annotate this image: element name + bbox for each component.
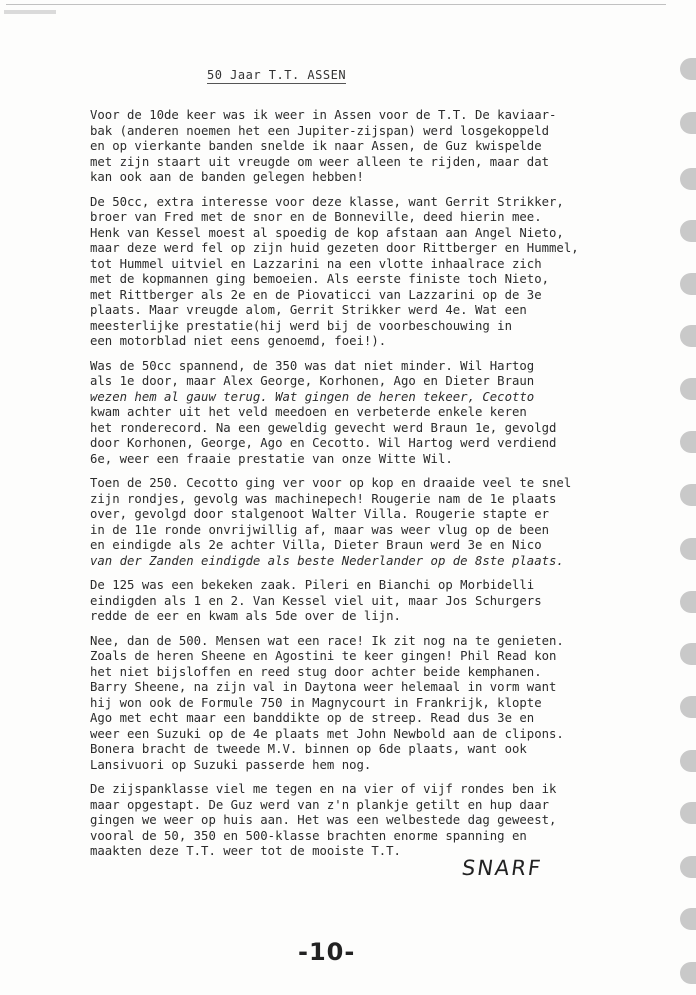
text-line: met de kopmannen ging bemoeien. Als eerste finiste toch Nieto, (90, 272, 550, 286)
paragraph (90, 195, 665, 350)
text-line: Lansivuori op Suzuki passerde hem nog. (90, 757, 372, 772)
text-line: De 125 was een bekeken zaak. Pileri en Bianchi op Morbidelli (90, 578, 535, 592)
text-line: 6e, weer een fraaie prestatie van onze Witte Wil. (90, 451, 453, 466)
text-line: het ronderecord. Na een geweldig gevecht werd Braun 1e, gevolgd (90, 420, 557, 435)
binder-hole (680, 325, 696, 347)
text-line: in de 11e ronde onvrijwillig af, maar was weer vlug op de been (90, 522, 550, 537)
text-line: Ago met echt maar een banddikte op de streep. Read dus 3e en (90, 711, 535, 725)
text-line: Nee, dan de 500. Mensen wat een race! Ik zit nog na te genieten. (90, 633, 564, 648)
paragraph (90, 634, 665, 774)
binder-hole (680, 802, 696, 824)
text-line: maakten deze T.T. weer tot de mooiste T.T. (90, 844, 401, 858)
text-line: De zijspanklasse viel me tegen en na vier of vijf rondes ben ik (90, 782, 557, 796)
binder-hole (680, 58, 696, 80)
text-line: zijn rondjes, gevolg was machinepech! Rougerie nam de 1e plaats (90, 491, 557, 506)
text-line: het niet bijsloffen en reed stug door achter beide kemphanen. (90, 664, 542, 679)
text-line: en op vierkante banden snelde ik naar Assen, de Guz kwispelde (90, 139, 542, 153)
text-line: kan ook aan de banden gelegen hebben! (90, 170, 364, 184)
text-line: Henk van Kessel moest al spoedig de kop afstaan aan Angel Nieto, (90, 225, 564, 240)
text-line: door Korhonen, George, Ago en Cecotto. Wil Hartog werd verdiend (90, 436, 557, 450)
text-line: broer van Fred met de snor en de Bonneville, deed hierin mee. (90, 210, 542, 224)
author-signature: SNARF (460, 856, 544, 880)
text-line: van der Zanden eindigde als beste Nederlander op de 8ste plaats. (90, 553, 564, 568)
text-line: hij won ook de Formule 750 in Magnycourt in Frankrijk, klopte (90, 695, 542, 710)
text-line: maar deze werd fel op zijn huid gezeten door Rittberger en Hummel, (90, 241, 579, 255)
text-line: wezen hem al gauw terug. Wat gingen de heren tekeer, Cecotto (90, 389, 535, 404)
text-line: met Rittberger als 2e en de Piovaticci van Lazzarini op de 3e (90, 287, 542, 302)
text-line: als 1e door, maar Alex George, Korhonen, Ago en Dieter Braun (90, 374, 535, 388)
text-line: gingen we weer op huis aan. Het was een welbestede dag geweest, (90, 813, 557, 827)
binder-hole (680, 273, 696, 295)
binder-hole (680, 484, 696, 506)
text-line: meesterlijke prestatie(hij werd bij de voorbeschouwing in (90, 318, 512, 333)
binder-hole (680, 112, 696, 134)
binder-hole (680, 431, 696, 453)
text-line: bak (anderen noemen het een Jupiter-zijspan) werd losgekoppeld (90, 123, 550, 138)
text-line: Toen de 250. Cecotto ging ver voor op kop en draaide veel te snel (90, 476, 572, 490)
top-edge-mark (4, 10, 56, 14)
text-line: tot Hummel uitviel en Lazzarini na een vlotte inhaalrace zich (90, 256, 542, 271)
text-line: redde de eer en kwam als 5de over de lijn. (90, 609, 401, 623)
paragraph (90, 476, 665, 569)
text-line: met zijn staart uit vreugde om weer alleen te rijden, maar dat (90, 154, 550, 169)
text-line: Was de 50cc spannend, de 350 was dat niet minder. Wil Hartog (90, 358, 535, 373)
page-number: -10- (298, 938, 356, 966)
binder-hole (680, 538, 696, 560)
text-line: vooral de 50, 350 en 500-klasse brachten enorme spanning en (90, 828, 527, 843)
paragraph (90, 782, 665, 860)
text-line: De 50cc, extra interesse voor deze klasse, want Gerrit Strikker, (90, 194, 564, 209)
binder-holes (676, 0, 696, 995)
binder-hole (680, 220, 696, 242)
text-line: weer een Suzuki op de 4e plaats met John Newbold aan de clipons. (90, 726, 564, 741)
text-line: over, gevolgd door stalgenoot Walter Villa. Rougerie stapte er (90, 507, 550, 521)
binder-hole (680, 591, 696, 613)
text-line: Voor de 10de keer was ik weer in Assen voor de T.T. De kaviaar- (90, 108, 557, 122)
binder-hole (680, 696, 696, 718)
binder-hole (680, 643, 696, 665)
paragraph (90, 359, 665, 468)
text-line: Bonera bracht de tweede M.V. binnen op 6de plaats, want ook (90, 742, 527, 756)
top-edge-rule (6, 4, 666, 7)
article-body (90, 108, 665, 869)
binder-hole (680, 168, 696, 190)
page-title: 50 Jaar T.T. ASSEN (207, 68, 347, 82)
paragraph (90, 578, 665, 625)
binder-hole (680, 750, 696, 772)
text-line: Zoals de heren Sheene en Agostini te keer gingen! Phil Read kon (90, 649, 557, 663)
text-line: Barry Sheene, na zijn val in Daytona weer helemaal in vorm want (90, 680, 557, 694)
text-line: maar opgestapt. De Guz werd van z'n plankje getilt en hup daar (90, 797, 550, 812)
paragraph (90, 108, 665, 186)
text-line: plaats. Maar vreugde alom, Gerrit Strikker werd 4e. Wat een (90, 303, 527, 317)
binder-hole (680, 378, 696, 400)
text-line: kwam achter uit het veld meedoen en verbeterde enkele keren (90, 405, 527, 419)
binder-hole (680, 856, 696, 878)
text-line: eindigden als 1 en 2. Van Kessel viel uit, maar Jos Schurgers (90, 593, 542, 608)
binder-hole (680, 962, 696, 984)
text-line: een motorblad niet eens genoemd, foei!). (90, 334, 387, 348)
text-line: en eindigde als 2e achter Villa, Dieter Braun werd 3e en Nico (90, 538, 542, 552)
binder-hole (680, 908, 696, 930)
